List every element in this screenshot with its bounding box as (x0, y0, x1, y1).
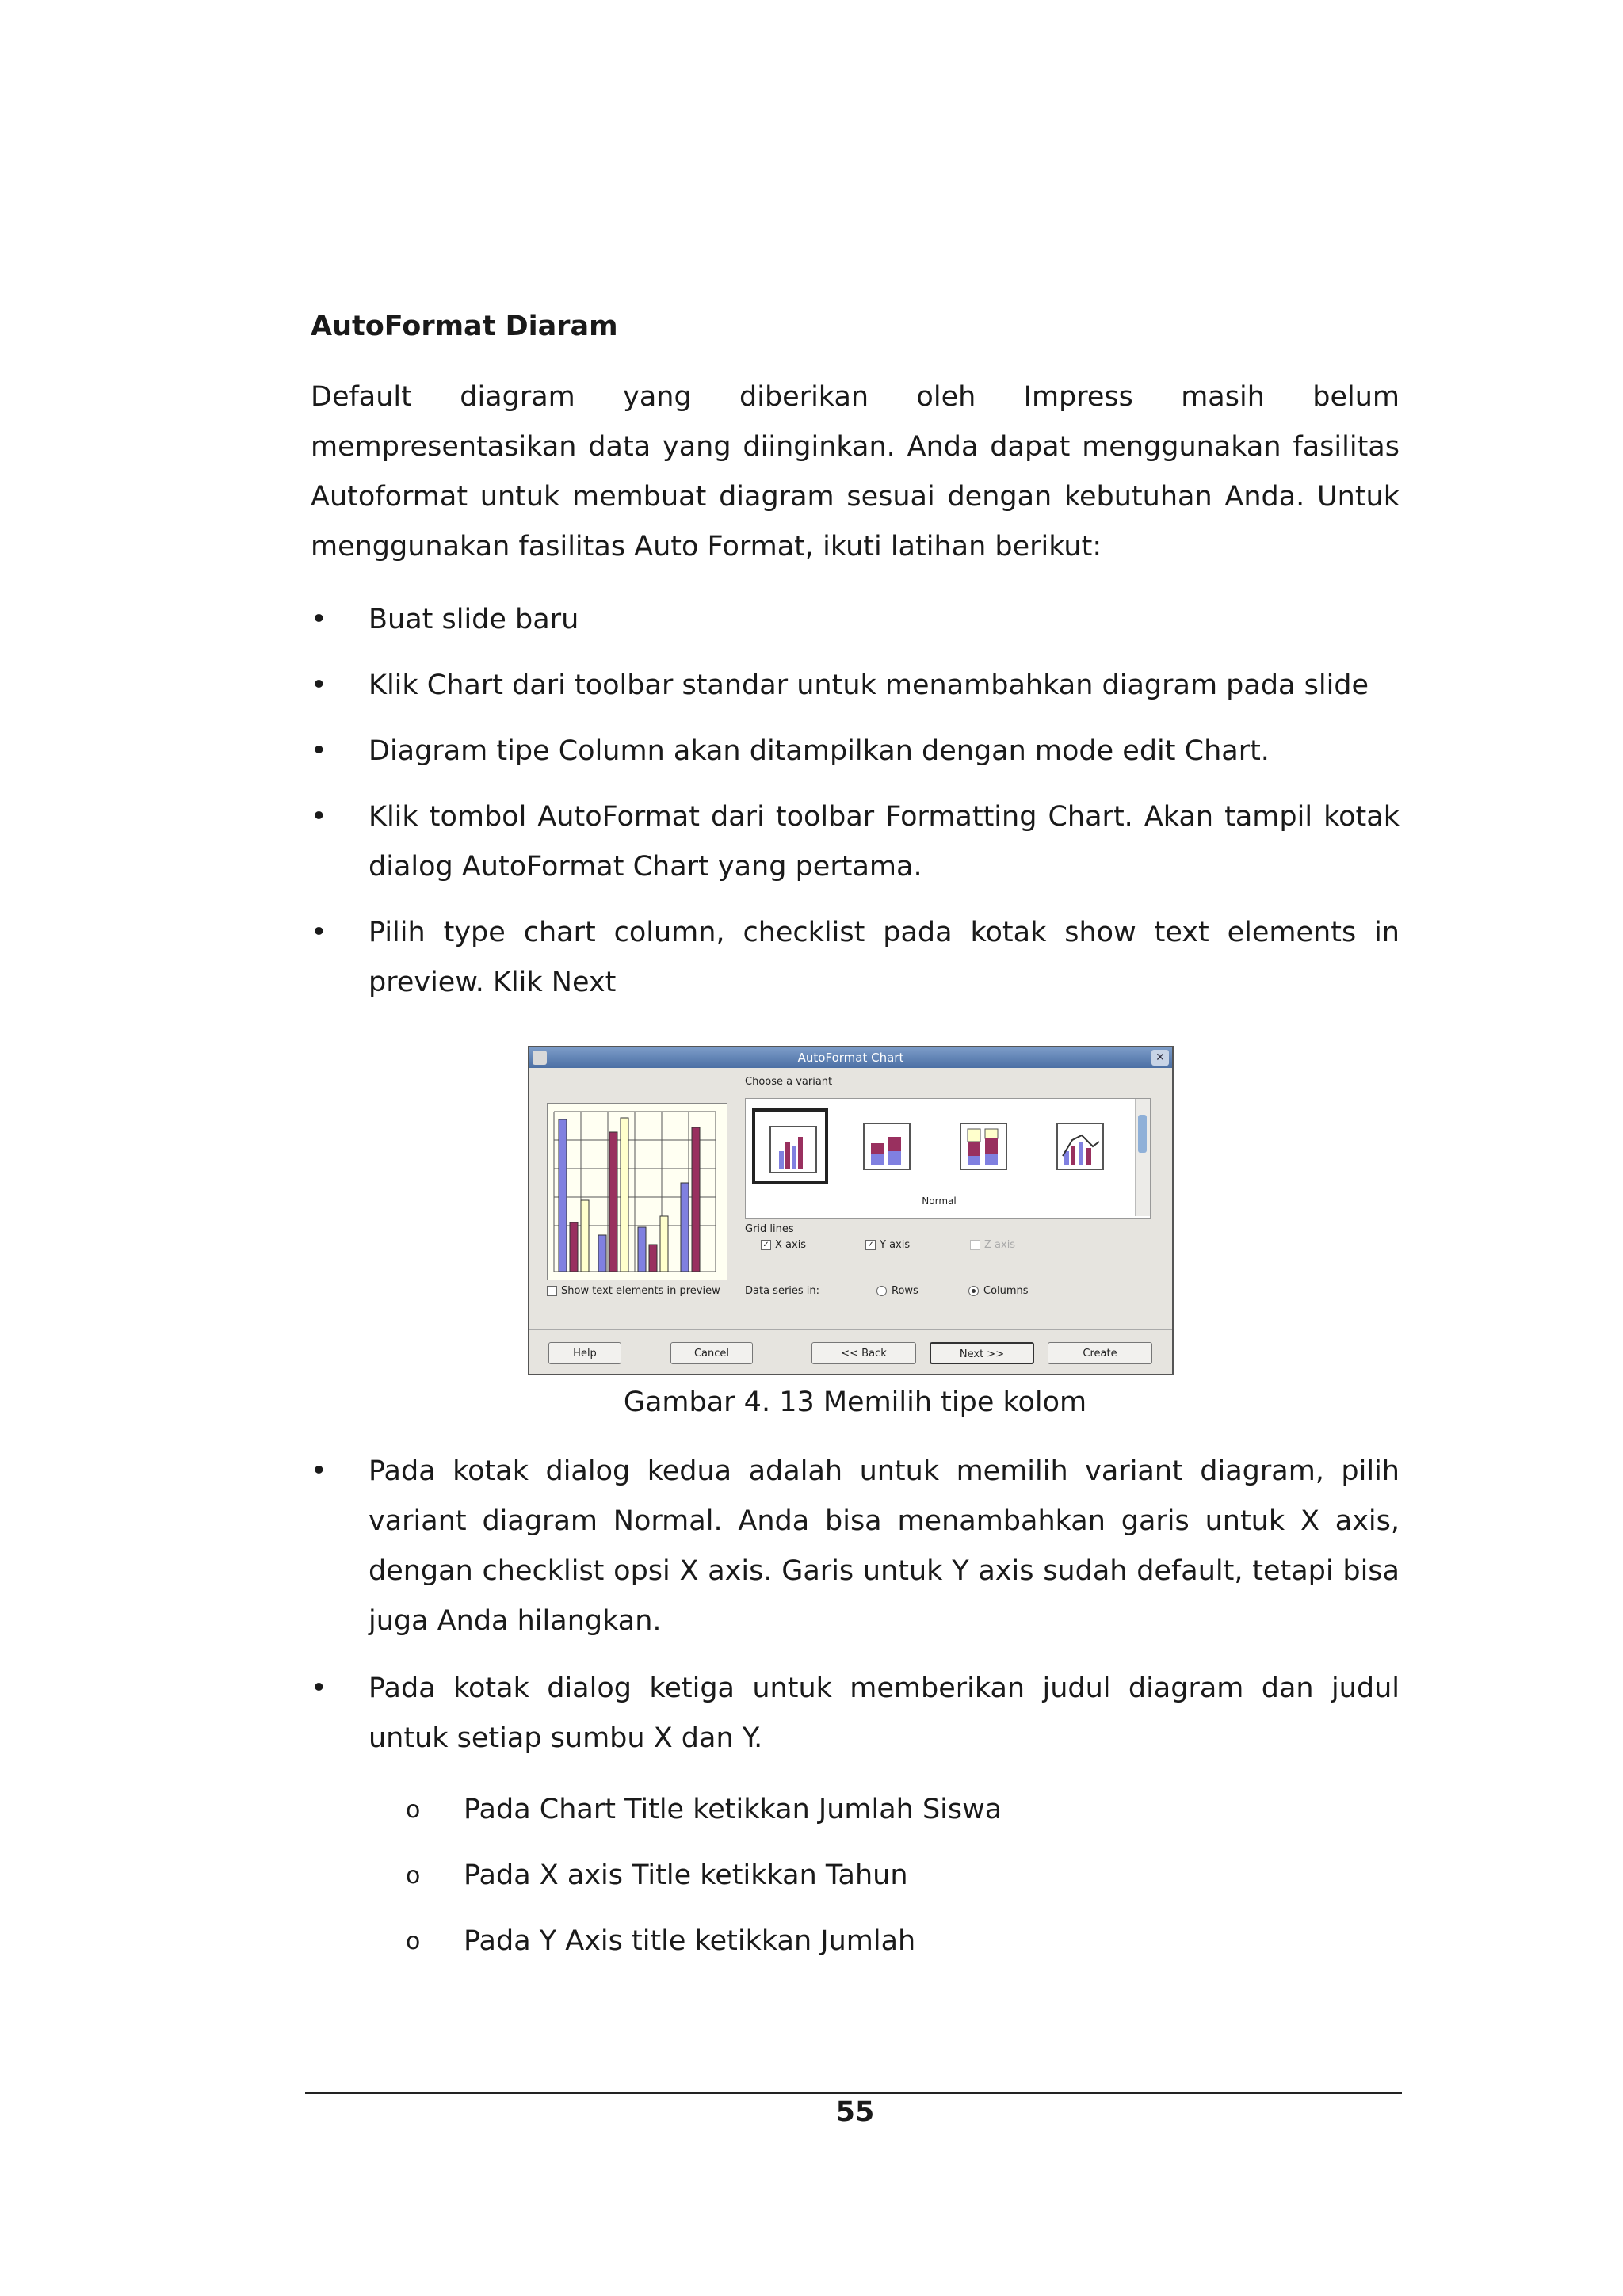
bullet-icon: • (311, 735, 327, 767)
bullet-icon: • (311, 917, 327, 948)
bullet-icon: • (311, 604, 327, 635)
sub-bullet-text: Pada Chart Title ketikkan Jumlah Siswa (464, 1794, 1002, 1825)
cancel-button: Cancel (670, 1342, 753, 1364)
stacked-column-icon (863, 1123, 911, 1170)
bullet-icon: • (311, 1455, 327, 1487)
preview-bar (660, 1216, 668, 1272)
variant-percent-thumb (945, 1108, 1022, 1184)
close-icon: ✕ (1151, 1050, 1169, 1066)
column-line-icon (1056, 1123, 1104, 1170)
bullet-icon: • (311, 669, 327, 701)
bullet-text: Pilih type chart column, checklist pada kotak show text elements in preview. Klik Next (369, 917, 1400, 998)
bullet-text: Pada kotak dialog ketiga untuk memberikan judul diagram dan judul untuk setiap sumbu X dan Y. (369, 1672, 1400, 1754)
preview-bar (559, 1119, 567, 1272)
preview-chart-graphic (548, 1104, 727, 1280)
bullet-text: Klik tombol AutoFormat dari toolbar Formatting Chart. Akan tampil kotak dialog AutoFormat Chart yang pertama. (369, 801, 1400, 883)
y-axis-label: Y axis (880, 1239, 911, 1251)
show-text-option (547, 1285, 720, 1297)
bullet-text: Pada kotak dialog kedua adalah untuk memilih variant diagram, pilih variant diagram Normal. Anda bisa menambahkan garis untuk X axis, dengan checklist opsi X axis. Garis untuk Y axis sudah default, tetapi bisa juga Anda hilangkan. (369, 1455, 1400, 1637)
variants-label: Choose a variant (745, 1076, 833, 1088)
variant-normal-thumb (752, 1108, 828, 1184)
z-axis-option (970, 1239, 1015, 1251)
preview-bar (570, 1222, 578, 1272)
bullet-text: Diagram tipe Column akan ditampilkan dengan mode edit Chart. (369, 735, 1270, 767)
columns-label: Columns (983, 1285, 1029, 1297)
preview-bar (681, 1183, 689, 1272)
checkbox-checked-icon: ✓ (761, 1240, 771, 1250)
preview-bar (598, 1235, 606, 1272)
footer-rule (305, 2092, 1402, 2094)
preview-bar (649, 1245, 657, 1272)
figure-caption: Gambar 4. 13 Memilih tipe kolom (623, 1386, 1087, 1418)
checkbox-icon (547, 1286, 557, 1296)
circle-bullet-icon: o (406, 1862, 421, 1890)
rows-label: Rows (892, 1285, 918, 1297)
bullet-icon: • (311, 801, 327, 833)
checkbox-disabled-icon (970, 1240, 980, 1250)
variant-list (745, 1098, 1151, 1219)
x-axis-label: X axis (775, 1239, 807, 1251)
z-axis-label: Z axis (984, 1239, 1016, 1251)
variant-column-line-thumb (1042, 1108, 1118, 1184)
dialog-titlebar (529, 1047, 1172, 1068)
sub-bullet-text: Pada X axis Title ketikkan Tahun (464, 1859, 908, 1891)
chart-preview (547, 1103, 727, 1280)
column-chart-icon (769, 1126, 817, 1173)
preview-bar (581, 1200, 589, 1272)
sub-bullet-text: Pada Y Axis title ketikkan Jumlah (464, 1925, 916, 1957)
preview-bar (692, 1127, 700, 1272)
rows-option (876, 1285, 918, 1297)
variant-stacked-thumb (849, 1108, 925, 1184)
show-text-label: Show text elements in preview (561, 1285, 720, 1297)
percent-column-icon (960, 1123, 1007, 1170)
section-heading: AutoFormat Diaram (311, 311, 618, 342)
back-button: << Back (812, 1342, 916, 1364)
autoformat-chart-dialog-screenshot (528, 1046, 1174, 1375)
create-button: Create (1048, 1342, 1152, 1364)
checkbox-checked-icon: ✓ (865, 1240, 876, 1250)
bullet-text: Klik Chart dari toolbar standar untuk menambahkan diagram pada slide (369, 669, 1369, 701)
data-series-label: Data series in: (745, 1285, 820, 1297)
circle-bullet-icon: o (406, 1796, 421, 1824)
help-button: Help (548, 1342, 621, 1364)
dialog-separator (529, 1329, 1172, 1330)
gridlines-label: Grid lines (745, 1223, 794, 1235)
bullet-icon: • (311, 1672, 327, 1704)
preview-bar (638, 1227, 646, 1272)
y-axis-option (865, 1239, 910, 1251)
page-number: 55 (835, 2096, 875, 2128)
preview-bar (621, 1118, 628, 1272)
next-button: Next >> (930, 1342, 1034, 1364)
bullet-text: Buat slide baru (369, 604, 579, 635)
radio-selected-icon (968, 1286, 979, 1296)
intro-paragraph: Default diagram yang diberikan oleh Impress masih belum mempresentasikan data yang diinginkan. Anda dapat menggunakan fasilitas Autoformat untuk membuat diagram sesuai dengan kebutuhan Anda. Untuk menggunakan fasilitas Auto Format, ikuti latihan berikut: (311, 381, 1400, 563)
circle-bullet-icon: o (406, 1928, 421, 1955)
radio-icon (876, 1286, 887, 1296)
variant-name: Normal (922, 1196, 957, 1207)
columns-option (968, 1285, 1029, 1297)
preview-bar (609, 1132, 617, 1272)
dialog-title: AutoFormat Chart (797, 1051, 904, 1065)
x-axis-option (761, 1239, 806, 1251)
variant-scrollbar (1135, 1099, 1150, 1216)
app-icon (533, 1051, 547, 1065)
scroll-thumb (1138, 1115, 1147, 1153)
